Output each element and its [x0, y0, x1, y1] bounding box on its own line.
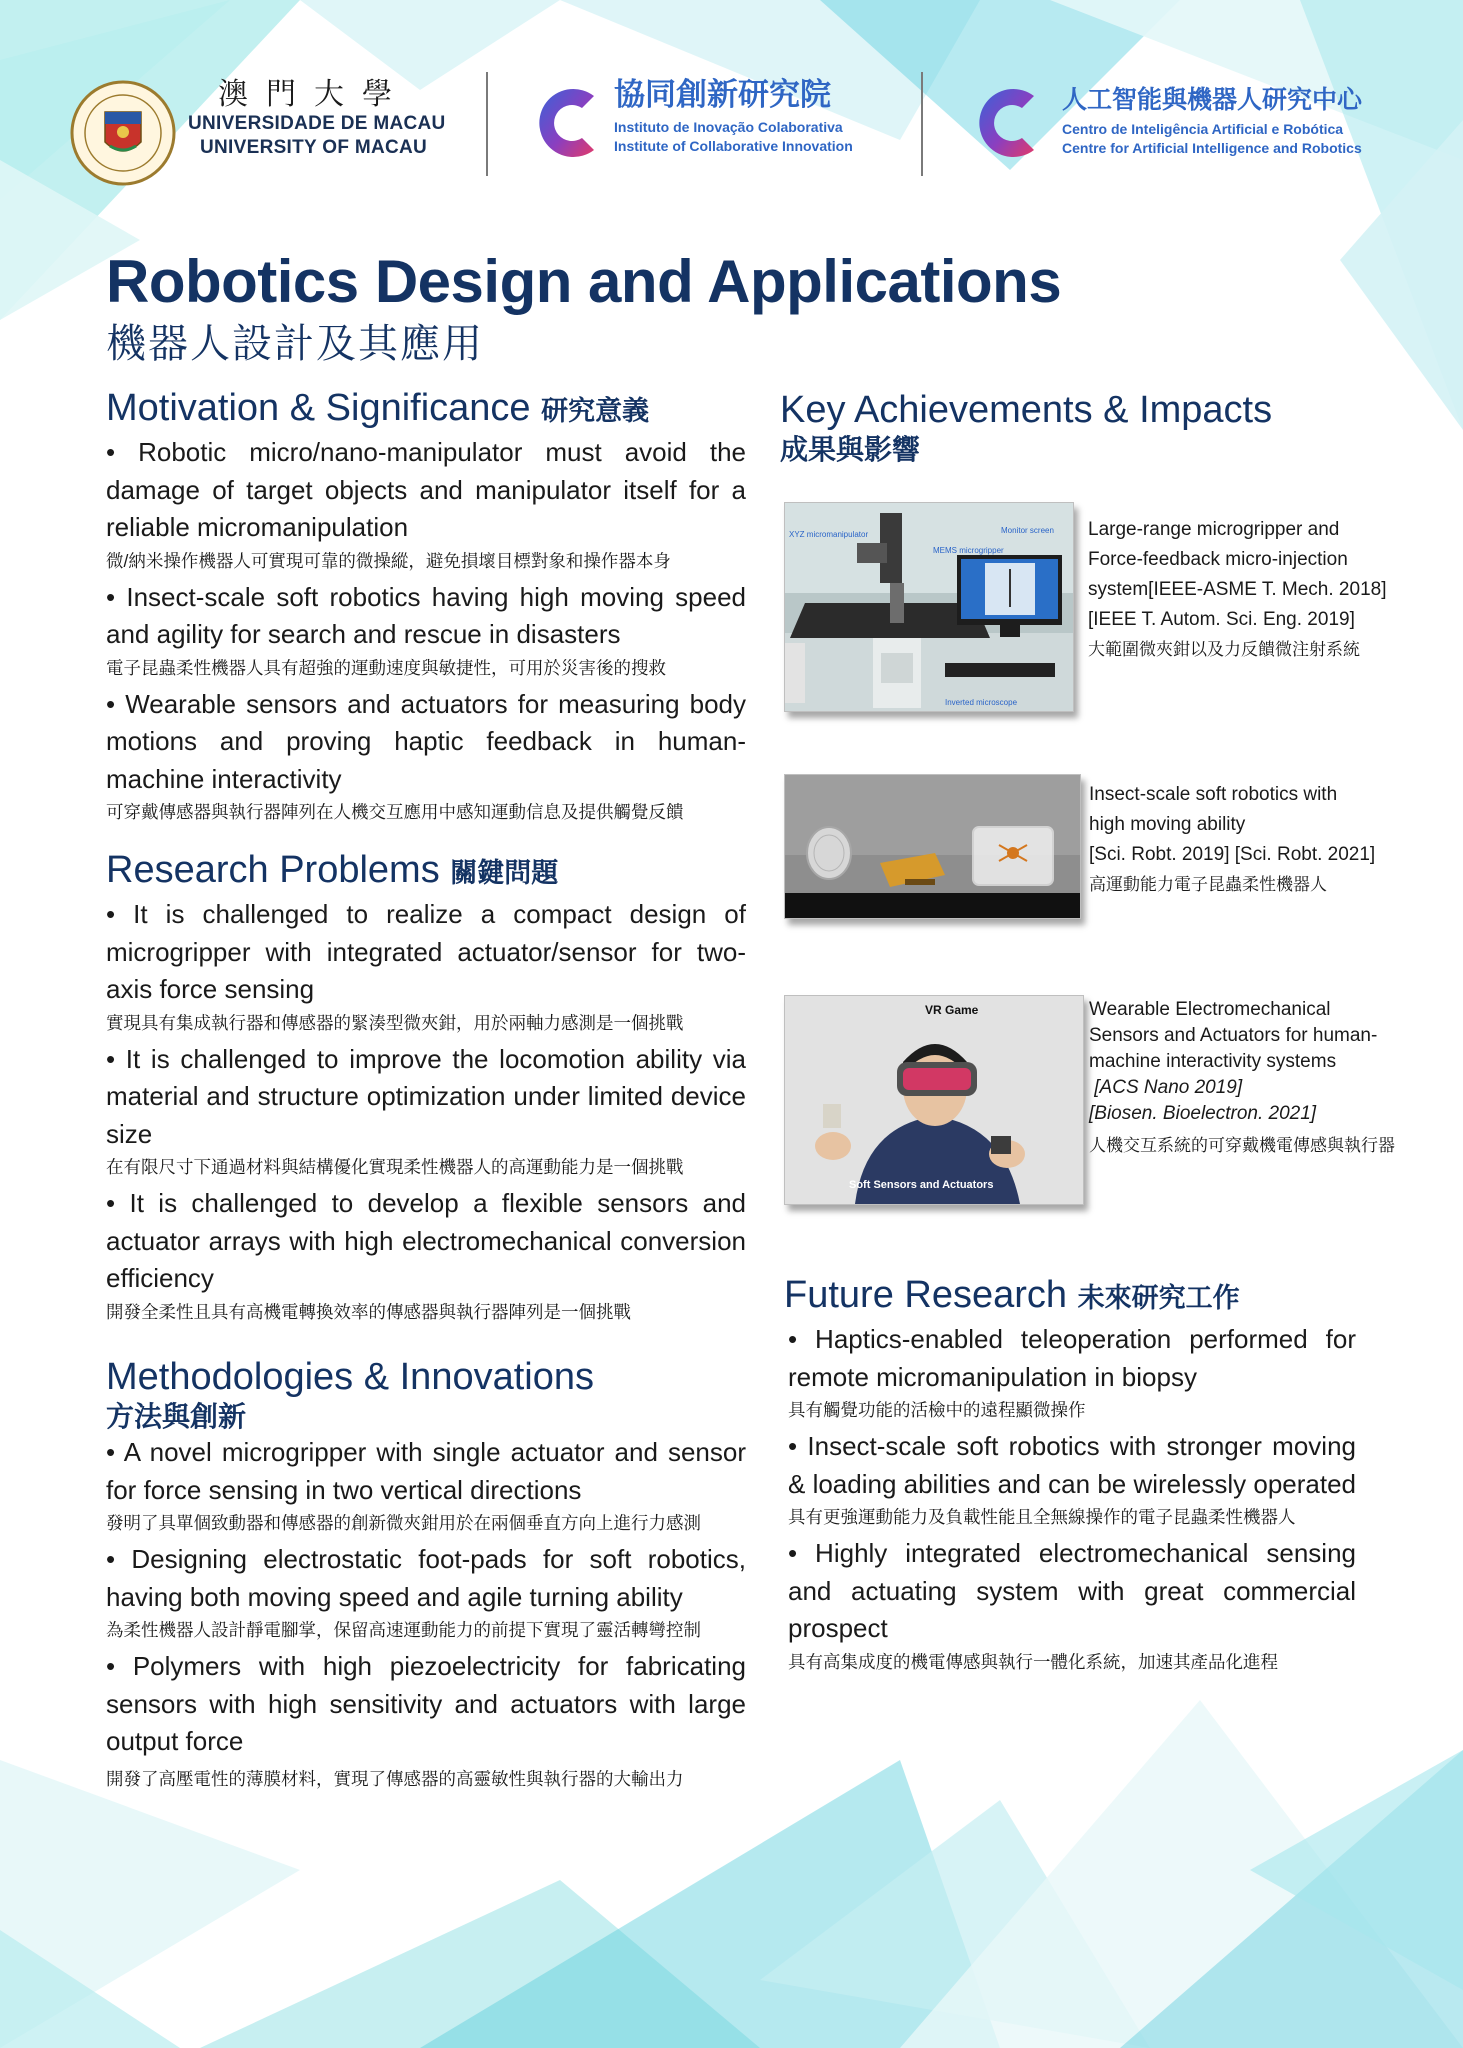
- achievements-heading: [780, 387, 1272, 467]
- achievement-photo-vr: [784, 995, 1084, 1205]
- photo-label: Soft Sensors and Actuators: [849, 1179, 994, 1191]
- bullet-text: • It is challenged to realize a compact design of microgripper with integrated actuator/sensor for two-axis force sensing: [106, 899, 746, 1004]
- page-title-zh: 機器人設計及其應用: [106, 322, 484, 366]
- university-name-pt: UNIVERSIDADE DE MACAU: [188, 113, 446, 134]
- centre-name: [1062, 84, 1362, 158]
- caption-line: Insect-scale soft robotics with: [1089, 784, 1338, 805]
- caption-line: Sensors and Actuators for human-: [1089, 1025, 1378, 1046]
- section-heading: [106, 847, 746, 896]
- institute-name-en: Institute of Collaborative Innovation: [614, 138, 853, 154]
- section-heading-zh: 未來研究工作: [1077, 1283, 1240, 1313]
- section-heading-zh: 關鍵問題: [450, 858, 559, 888]
- bullet-text: • Insect-scale soft robotics with stronger moving & loading abilities and can be wirelessly operated: [788, 1431, 1357, 1499]
- caption-line-zh: 人機交互系統的可穿戴機電傳感與執行器: [1089, 1136, 1395, 1155]
- bullet-text: • Robotic micro/nano-manipulator must avoid the damage of target objects and manipulator itself for a reliable micromanipulation: [106, 437, 746, 542]
- bullet-text: • It is challenged to improve the locomotion ability via material and structure optimization under limited device size: [106, 1043, 746, 1149]
- caption-line: machine interactivity systems: [1089, 1051, 1337, 1072]
- bullet-text: • Wearable sensors and actuators for measuring body motions and proving haptic feedback in human-machine interactivity: [106, 688, 746, 794]
- achievement-photo-microgripper: [784, 502, 1074, 712]
- bullet-text-zh: 發明了具單個致動器和傳感器的創新微夾鉗用於在兩個垂直方向上進行力感測: [106, 1513, 701, 1533]
- achievement-caption: [1089, 780, 1429, 900]
- bullet-text-zh: 微/納米操作機器人可實現可靠的微操縱，避免損壞目標對象和操作器本身: [106, 550, 671, 571]
- bullet-text-zh: 電子昆蟲柔性機器人具有超強的運動速度與敏捷性，可用於災害後的搜救: [106, 657, 666, 678]
- future-section: [784, 1272, 1356, 1680]
- centre-name-en: Centre for Artificial Intelligence and Robotics: [1062, 140, 1362, 156]
- achievement-caption: [1088, 515, 1428, 665]
- institute-name: [614, 76, 853, 156]
- section-heading-en: Research Problems: [106, 849, 440, 891]
- c-logo-icon: [968, 78, 1042, 168]
- bullet-text: • Polymers with high piezoelectricity for fabricating sensors with high sensitivity and actuators with large output force: [106, 1651, 746, 1756]
- bullet-text-zh: 具有更強運動能力及負載性能且全無線操作的電子昆蟲柔性機器人: [788, 1507, 1296, 1527]
- bullet-text-zh: 實現具有集成執行器和傳感器的緊湊型微夾鉗，用於兩軸力感測是一個挑戰: [106, 1012, 684, 1033]
- achievement-photo-insect-robot: [784, 774, 1081, 919]
- caption-line: [IEEE T. Autom. Sci. Eng. 2019]: [1088, 609, 1355, 630]
- bullet-text-zh: 為柔性機器人設計靜電腳掌，保留高速運動能力的前提下實現了靈活轉彎控制: [106, 1620, 701, 1640]
- bullet-text: • Designing electrostatic foot-pads for soft robotics, having both moving speed and agile turning ability: [106, 1544, 746, 1612]
- bullet-text-zh: 開發全柔性且具有高機電轉換效率的傳感器與執行器陣列是一個挑戰: [106, 1301, 631, 1322]
- achievement-caption: [1089, 997, 1449, 1159]
- photo-label: Monitor screen: [1001, 526, 1054, 535]
- photo-label: MEMS microgripper: [933, 546, 1004, 555]
- bullet-text-zh: 具有高集成度的機電傳感與執行一體化系統，加速其產品化進程: [788, 1651, 1278, 1672]
- bullet-text-zh: 可穿戴傳感器與執行器陣列在人機交互應用中感知運動信息及提供觸覺反饋: [106, 802, 684, 822]
- lab-setup-illustration: [785, 503, 1073, 711]
- centre-name-pt: Centro de Inteligência Artificial e Robótica: [1062, 121, 1344, 137]
- university-name-en: UNIVERSITY OF MACAU: [200, 137, 428, 158]
- section-heading-zh: 方法與創新: [106, 1401, 247, 1432]
- university-name: [188, 78, 448, 160]
- caption-line: [ACS Nano 2019]: [1089, 1077, 1243, 1098]
- page-title: Robotics Design and Applications: [106, 248, 1062, 315]
- caption-line: [Biosen. Bioelectron. 2021]: [1089, 1103, 1317, 1124]
- header-divider: [921, 72, 923, 176]
- university-seal-icon: [70, 80, 176, 186]
- section-heading-zh: 成果與影響: [780, 434, 921, 465]
- institute-name-pt: Instituto de Inovação Colaborativa: [614, 119, 843, 135]
- photo-label: Inverted microscope: [945, 698, 1018, 707]
- photo-label: XYZ micromanipulator: [789, 530, 869, 539]
- bullet-text-zh: 在有限尺寸下通過材料與結構優化實現柔性機器人的高運動能力是一個挑戰: [106, 1157, 684, 1177]
- caption-line: Force-feedback micro-injection: [1088, 549, 1348, 570]
- caption-line: [Sci. Robt. 2019] [Sci. Robt. 2021]: [1089, 844, 1376, 865]
- caption-line: Wearable Electromechanical: [1089, 999, 1331, 1020]
- caption-line: Large-range microgripper and: [1088, 519, 1340, 540]
- bullet-text: • Insect-scale soft robotics having high moving speed and agility for search and rescue in disasters: [106, 581, 746, 649]
- section-heading: [784, 1272, 1356, 1321]
- c-logo-icon: [528, 78, 602, 168]
- university-name-zh: 澳門大學: [218, 77, 410, 112]
- institute-name-zh: 協同創新研究院: [614, 77, 831, 112]
- bullet-text-zh: 開發了高壓電性的薄膜材料，實現了傳感器的高靈敏性與執行器的大輸出力: [106, 1768, 684, 1789]
- bullet-text: • Haptics-enabled teleoperation performed for remote micromanipulation in biopsy: [788, 1324, 1356, 1392]
- motivation-section: [106, 385, 746, 830]
- centre-name-zh: 人工智能與機器人研究中心: [1062, 86, 1363, 114]
- problems-section: [106, 847, 746, 1330]
- vr-user-illustration: [785, 996, 1083, 1204]
- methods-section: [106, 1354, 746, 1797]
- bullet-text-zh: 具有觸覺功能的活檢中的遠程顯微操作: [788, 1400, 1086, 1420]
- section-heading-en: Motivation & Significance: [106, 387, 531, 429]
- bullet-text: • It is challenged to develop a flexible sensors and actuator arrays with high electromechanical conversion efficiency: [106, 1188, 746, 1293]
- caption-line: system[IEEE-ASME T. Mech. 2018]: [1088, 579, 1387, 600]
- section-heading: [106, 385, 746, 434]
- bullet-text: • Highly integrated electromechanical sensing and actuating system with great commercial prospect: [788, 1538, 1356, 1643]
- section-heading-en: Methodologies & Innovations: [106, 1356, 594, 1398]
- section-heading-zh: 研究意義: [541, 396, 650, 426]
- caption-line: high moving ability: [1089, 814, 1246, 835]
- section-heading-en: Future Research: [784, 1274, 1068, 1316]
- caption-line-zh: 高運動能力電子昆蟲柔性機器人: [1089, 875, 1327, 894]
- insect-robot-illustration: [785, 775, 1080, 918]
- caption-line-zh: 大範圍微夾鉗以及力反饋微注射系統: [1088, 640, 1360, 659]
- header-divider: [486, 72, 488, 176]
- photo-label: VR Game: [925, 1003, 979, 1017]
- bullet-text: • A novel microgripper with single actuator and sensor for force sensing in two vertical directions: [106, 1437, 746, 1505]
- section-heading-en: Key Achievements & Impacts: [780, 389, 1273, 431]
